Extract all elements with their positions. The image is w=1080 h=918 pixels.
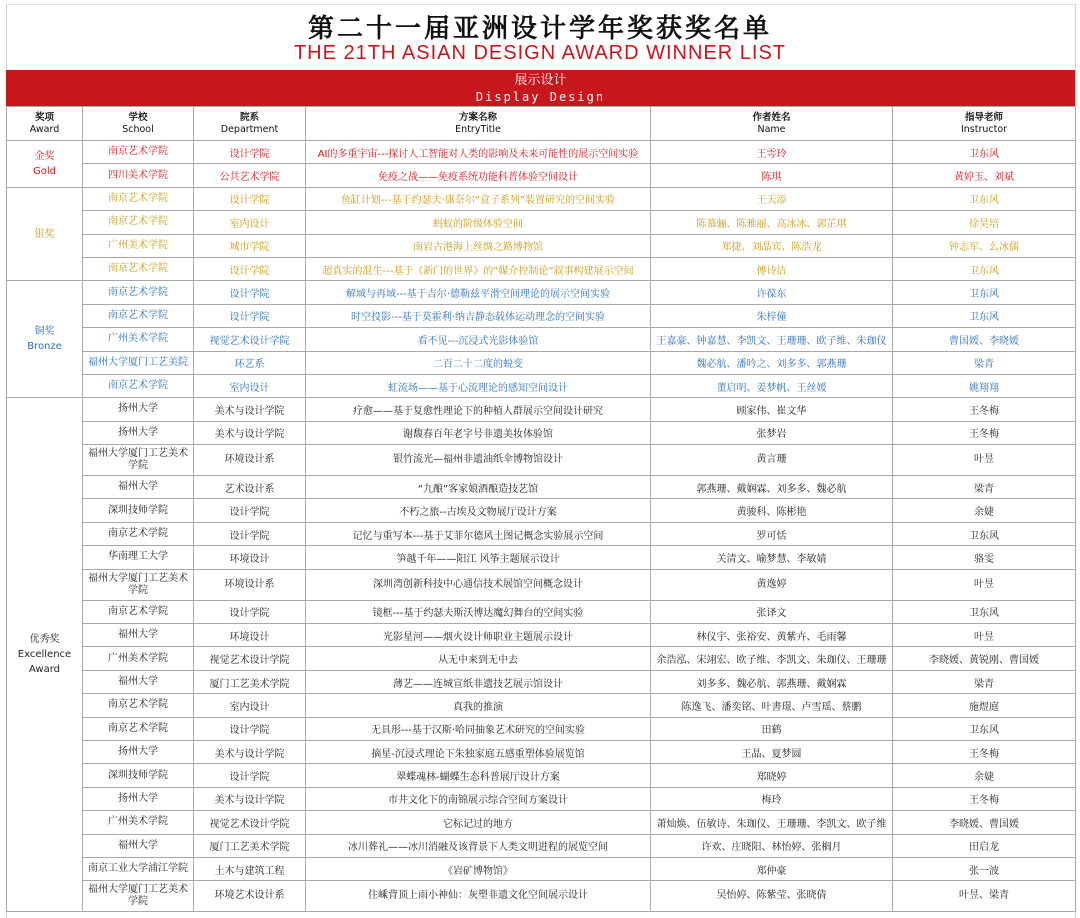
cell-author-names: 傅诗洁 <box>651 257 893 280</box>
cell-school: 福州大学 <box>83 834 194 857</box>
cell-author-names: 萧灿焕、伍敏诗、朱珈仪、王珊珊、李凯文、欧子维 <box>651 811 893 834</box>
cell-author-names: 董启明、姜梦帆、王丝媛 <box>651 374 893 397</box>
cell-school: 福州大学厦门工艺美术学院 <box>83 569 194 600</box>
cell-author-names: 顾家伟、崔文华 <box>651 398 893 421</box>
cell-department: 设计学院 <box>194 600 306 623</box>
cell-author-names: 许欢、庄晓阳、林怡婷、张榈月 <box>651 834 893 857</box>
cell-department: 美术与设计学院 <box>194 740 306 763</box>
cell-author-names: 关清文、喻梦慧、李敏婧 <box>651 546 893 569</box>
cell-entry-title: 真我的推演 <box>306 694 651 717</box>
cell-school: 南京艺术学院 <box>83 600 194 623</box>
cell-school: 南京艺术学院 <box>83 211 194 234</box>
table-row <box>7 694 1076 717</box>
award-label-en: Bronze <box>27 341 62 353</box>
cell-school: 深圳技师学院 <box>83 764 194 787</box>
cell-author-names: 田鹤 <box>651 717 893 740</box>
cell-instructor: 骆雯 <box>893 546 1076 569</box>
cell-entry-title: 光影星河——烟火设计师职业主题展示设计 <box>306 624 651 647</box>
table-row <box>7 281 1076 304</box>
cell-instructor: 叶昱 <box>893 624 1076 647</box>
cell-instructor: 王冬梅 <box>893 740 1076 763</box>
cell-entry-title: 二百二十二度的蜕变 <box>306 351 651 374</box>
cell-author-names: 陈慕骊、陈雅丽、高冰冰、郭芷琪 <box>651 211 893 234</box>
cell-entry-title: 时空投影---基于莫霍利·纳吉静态载体运动理念的空间实验 <box>306 304 651 327</box>
award-label-zh: 银奖 <box>34 228 55 240</box>
cell-department: 设计学院 <box>194 257 306 280</box>
cell-author-names: 黄逸婷 <box>651 569 893 600</box>
award-cell-bronze <box>7 281 83 398</box>
cell-department: 环境设计 <box>194 546 306 569</box>
cell-entry-title: 银竹流光—福州非遗油纸伞博物馆设计 <box>306 445 651 476</box>
cell-entry-title: 从无中来到无中去 <box>306 647 651 670</box>
cell-instructor: 徐昊培 <box>893 211 1076 234</box>
cell-department: 厦门工艺美术学院 <box>194 670 306 693</box>
cell-entry-title: AI的多重宇宙---探讨人工智能对人类的影响及未来可能性的展示空间实验 <box>306 141 651 164</box>
column-header-zh: 奖项 <box>34 111 54 123</box>
cell-entry-title: 笋越千年——阳江 风筝主题展示设计 <box>306 546 651 569</box>
cell-instructor: 卫东风 <box>893 257 1076 280</box>
column-header-zh: 方案名称 <box>458 111 497 123</box>
cell-author-names: 朱梓僮 <box>651 304 893 327</box>
cell-entry-title: 疗愈——基于复愈性理论下的种植人群展示空间设计研究 <box>306 398 651 421</box>
table-row <box>7 717 1076 740</box>
award-label-zh: 优秀奖 <box>29 634 60 646</box>
cell-department: 城市学院 <box>194 234 306 257</box>
table-row <box>7 164 1076 187</box>
column-header-en: Award <box>29 123 60 135</box>
cell-entry-title: 市井文化下的南锦展示综合空间方案设计 <box>306 787 651 810</box>
cell-entry-title: 记忆与重写本---基于艾菲尔德风土图记概念实验展示空间 <box>306 522 651 545</box>
table-row <box>7 234 1076 257</box>
cell-school: 南京艺术学院 <box>83 522 194 545</box>
cell-school: 广州美术学院 <box>83 234 194 257</box>
cell-author-names: 陈逸飞、潘奕铭、叶書璟、卢雪瑶、蔡鹏 <box>651 694 893 717</box>
cell-author-names: 王天添 <box>651 187 893 210</box>
cell-entry-title: 薄艺——连城宣纸非遗技艺展示馆设计 <box>306 670 651 693</box>
table-row <box>7 141 1076 164</box>
cell-author-names: 郑晓婷 <box>651 764 893 787</box>
award-cell-excellence <box>7 398 83 912</box>
table-row <box>7 811 1076 834</box>
cell-instructor: 黄婷玉、刘斌 <box>893 164 1076 187</box>
column-header-en: Department <box>220 123 279 135</box>
cell-school: 福州大学厦门工艺美术学院 <box>83 445 194 476</box>
cell-entry-title: 南岩古港海上丝绸之路博物馆 <box>306 234 651 257</box>
column-header-en: School <box>122 123 154 135</box>
title-english: THE 21TH ASIAN DESIGN AWARD WINNER LIST <box>293 42 787 64</box>
cell-instructor: 卫东风 <box>893 522 1076 545</box>
cell-entry-title: 看不见---沉浸式光影体验馆 <box>306 328 651 351</box>
cell-department: 设计学院 <box>194 141 306 164</box>
cell-school: 广州美术学院 <box>83 647 194 670</box>
cell-entry-title: 深圳湾创新科技中心通信技术展馆空间概念设计 <box>306 569 651 600</box>
cell-instructor: 施煜庭 <box>893 694 1076 717</box>
table-row <box>7 787 1076 810</box>
cell-instructor: 姚翔翔 <box>893 374 1076 397</box>
cell-author-names: 吴怡婷、陈紫莹、张晓倩 <box>651 881 893 912</box>
cell-instructor: 卫东风 <box>893 600 1076 623</box>
cell-entry-title: 虹流场——基于心流理论的感知空间设计 <box>306 374 651 397</box>
title-chinese: 第二十一届亚洲设计学年奖获奖名单 <box>307 14 772 44</box>
table-row <box>7 374 1076 397</box>
cell-entry-title: 它标记过的地方 <box>306 811 651 834</box>
cell-author-names: 郭燕珊、戴娴霖、刘多多、魏必航 <box>651 476 893 499</box>
award-label-zh: 金奖 <box>34 150 55 162</box>
column-header-zh: 院系 <box>239 111 259 123</box>
table-row <box>7 257 1076 280</box>
cell-department: 视觉艺术设计学院 <box>194 811 306 834</box>
column-header-zh: 学校 <box>128 111 148 123</box>
table-row <box>7 351 1076 374</box>
winner-table <box>6 106 1076 912</box>
cell-author-names: 黄骏科、陈彬艳 <box>651 499 893 522</box>
cell-author-names: 余浩泓、宋翊宏、欧子维、李凯文、朱珈仪、王珊珊 <box>651 647 893 670</box>
cell-entry-title: 无具形---基于汉斯·哈同抽象艺术研究的空间实验 <box>306 717 651 740</box>
cell-school: 南京工业大学浦江学院 <box>83 857 194 880</box>
cell-instructor: 卫东风 <box>893 281 1076 304</box>
section-header-bar <box>6 70 1075 106</box>
table-row <box>7 187 1076 210</box>
section-title-english: Display Design <box>475 90 606 104</box>
cell-entry-title: 免疫之战——免疫系统功能科普体验空间设计 <box>306 164 651 187</box>
table-header-row <box>7 107 1076 141</box>
cell-author-names: 魏必航、潘吟之、刘多多、郭燕珊 <box>651 351 893 374</box>
cell-author-names: 王嘉豪、钟嘉慧、李凯文、王珊珊、欧子维、朱珈仪 <box>651 328 893 351</box>
cell-school: 扬州大学 <box>83 740 194 763</box>
cell-author-names: 林仪宇、张裕安、黄紫卉、毛雨馨 <box>651 624 893 647</box>
cell-entry-title: 解域与再域---基于吉尔·德勒兹平滑空间理论的展示空间实验 <box>306 281 651 304</box>
cell-instructor: 王冬梅 <box>893 398 1076 421</box>
column-header-en: Instructor <box>960 123 1008 135</box>
cell-department: 设计学院 <box>194 522 306 545</box>
cell-department: 设计学院 <box>194 304 306 327</box>
cell-school: 南京艺术学院 <box>83 304 194 327</box>
cell-department: 室内设计 <box>194 694 306 717</box>
cell-entry-title: “九酿”客家娘酒酿造技艺馆 <box>306 476 651 499</box>
cell-school: 四川美术学院 <box>83 164 194 187</box>
cell-department: 美术与设计学院 <box>194 398 306 421</box>
column-header-zh: 作者姓名 <box>752 111 791 123</box>
cell-instructor: 王冬梅 <box>893 421 1076 444</box>
cell-department: 室内设计 <box>194 211 306 234</box>
cell-school: 广州美术学院 <box>83 811 194 834</box>
table-row <box>7 569 1076 600</box>
cell-author-names: 郑捷、刘晶宾、陈浩龙 <box>651 234 893 257</box>
cell-instructor: 曹国媛、李晓媛 <box>893 328 1076 351</box>
cell-author-names: 罗可恬 <box>651 522 893 545</box>
cell-school: 南京艺术学院 <box>83 374 194 397</box>
cell-instructor: 张一波 <box>893 857 1076 880</box>
cell-instructor: 余婕 <box>893 764 1076 787</box>
cell-author-names: 王晶、夏梦圆 <box>651 740 893 763</box>
column-header-en: EntryTitle <box>455 123 501 135</box>
cell-instructor: 卫东风 <box>893 717 1076 740</box>
table-row <box>7 857 1076 880</box>
cell-instructor: 梁青 <box>893 670 1076 693</box>
cell-instructor: 梁青 <box>893 476 1076 499</box>
table-row <box>7 600 1076 623</box>
cell-school: 福州大学 <box>83 624 194 647</box>
award-label-en: Gold <box>33 165 56 177</box>
cell-entry-title: 摘星-沉浸式理论下朱独家庭五感重塑体验展览馆 <box>306 740 651 763</box>
cell-school: 南京艺术学院 <box>83 281 194 304</box>
cell-instructor: 叶昱 <box>893 569 1076 600</box>
award-label-zh: 铜奖 <box>34 326 55 338</box>
cell-department: 土木与建筑工程 <box>194 857 306 880</box>
award-label-en: Excellence Award <box>17 649 72 676</box>
table-row <box>7 764 1076 787</box>
cell-instructor: 卫东风 <box>893 304 1076 327</box>
cell-author-names: 张梦岩 <box>651 421 893 444</box>
cell-author-names: 黄言珊 <box>651 445 893 476</box>
table-row <box>7 476 1076 499</box>
table-row <box>7 211 1076 234</box>
cell-department: 公共艺术学院 <box>194 164 306 187</box>
table-row <box>7 398 1076 421</box>
cell-entry-title: 住嵊背顶上雨小神仙：灰塑非遗文化空间展示设计 <box>306 881 651 912</box>
cell-school: 扬州大学 <box>83 421 194 444</box>
cell-instructor: 卫东风 <box>893 141 1076 164</box>
cell-author-names: 张译文 <box>651 600 893 623</box>
cell-department: 设计学院 <box>194 281 306 304</box>
section-title-chinese: 展示设计 <box>514 73 567 88</box>
cell-department: 厦门工艺美术学院 <box>194 834 306 857</box>
cell-instructor: 李晓媛、黄锐刚、曹国媛 <box>893 647 1076 670</box>
table-row <box>7 304 1076 327</box>
table-row <box>7 624 1076 647</box>
table-row <box>7 670 1076 693</box>
cell-entry-title: 《岩矿博物馆》 <box>306 857 651 880</box>
cell-entry-title: 谢馥春百年老字号非遗美妆体验馆 <box>306 421 651 444</box>
cell-instructor: 王冬梅 <box>893 787 1076 810</box>
cell-department: 视觉艺术设计学院 <box>194 328 306 351</box>
table-row <box>7 328 1076 351</box>
cell-department: 环境设计系 <box>194 569 306 600</box>
table-row <box>7 445 1076 476</box>
cell-author-names: 郑仲豪 <box>651 857 893 880</box>
cell-department: 室内设计 <box>194 374 306 397</box>
award-cell-gold <box>7 141 83 188</box>
cell-entry-title: 冰川葬礼——冰川消融及该背景下人类文明进程的展览空间 <box>306 834 651 857</box>
column-header-instructor <box>893 107 1076 141</box>
column-header-en: Name <box>757 123 786 135</box>
cell-department: 设计学院 <box>194 187 306 210</box>
cell-school: 福州大学厦门工艺美术学院 <box>83 881 194 912</box>
cell-school: 深圳技师学院 <box>83 499 194 522</box>
cell-department: 美术与设计学院 <box>194 787 306 810</box>
cell-school: 福州大学厦门工艺美院 <box>83 351 194 374</box>
cell-department: 环艺系 <box>194 351 306 374</box>
cell-school: 南京艺术学院 <box>83 141 194 164</box>
cell-department: 视觉艺术设计学院 <box>194 647 306 670</box>
cell-school: 扬州大学 <box>83 787 194 810</box>
cell-instructor: 卫东风 <box>893 187 1076 210</box>
cell-instructor: 梁青 <box>893 351 1076 374</box>
cell-instructor: 叶昱 <box>893 445 1076 476</box>
cell-school: 南京艺术学院 <box>83 717 194 740</box>
cell-entry-title: 超真实的混生---基于《新门的世界》的“媒介控制论”叙事构建展示空间 <box>306 257 651 280</box>
cell-instructor: 叶昱、梁青 <box>893 881 1076 912</box>
cell-department: 环境艺术设计系 <box>194 881 306 912</box>
table-row <box>7 499 1076 522</box>
award-cell-silver <box>7 187 83 281</box>
cell-department: 环境设计 <box>194 624 306 647</box>
column-header-school <box>83 107 194 141</box>
cell-school: 福州大学 <box>83 476 194 499</box>
cell-instructor: 钟志军、么冰儒 <box>893 234 1076 257</box>
cell-school: 扬州大学 <box>83 398 194 421</box>
cell-department: 设计学院 <box>194 764 306 787</box>
cell-author-names: 梅玲 <box>651 787 893 810</box>
cell-author-names: 刘多多、魏必航、郭燕珊、戴娴霖 <box>651 670 893 693</box>
cell-author-names: 陈琪 <box>651 164 893 187</box>
cell-school: 福州大学 <box>83 670 194 693</box>
cell-instructor: 李晓媛、曹国媛 <box>893 811 1076 834</box>
cell-instructor: 余婕 <box>893 499 1076 522</box>
column-header-entry-title <box>306 107 651 141</box>
cell-school: 南京艺术学院 <box>83 187 194 210</box>
cell-author-names: 王雩玲 <box>651 141 893 164</box>
cell-author-names: 许葆东 <box>651 281 893 304</box>
table-row <box>7 421 1076 444</box>
cell-department: 设计学院 <box>194 499 306 522</box>
cell-entry-title: 鱼缸计划---基于约瑟夫·康奈尔“盒子系列”装置研究的空间实验 <box>306 187 651 210</box>
cell-instructor: 田启龙 <box>893 834 1076 857</box>
cell-school: 南京艺术学院 <box>83 694 194 717</box>
cell-department: 设计学院 <box>194 717 306 740</box>
cell-entry-title: 翠蝶魂林-蝴蝶生态科普展厅设计方案 <box>306 764 651 787</box>
table-row <box>7 546 1076 569</box>
cell-school: 广州美术学院 <box>83 328 194 351</box>
table-body <box>7 141 1076 912</box>
column-header-award <box>7 107 83 141</box>
table-row <box>7 647 1076 670</box>
cell-department: 美术与设计学院 <box>194 421 306 444</box>
column-header-zh: 指导老师 <box>964 111 1003 123</box>
table-row <box>7 834 1076 857</box>
column-header-department <box>194 107 306 141</box>
cell-department: 环境设计系 <box>194 445 306 476</box>
table-row <box>7 522 1076 545</box>
cell-school: 南京艺术学院 <box>83 257 194 280</box>
cell-entry-title: 镜框---基于约瑟夫斯沃博达魔幻舞台的空间实验 <box>306 600 651 623</box>
cell-department: 艺术设计系 <box>194 476 306 499</box>
table-row <box>7 881 1076 912</box>
cell-school: 华南理工大学 <box>83 546 194 569</box>
cell-entry-title: 蚂蚁的阶级体验空间 <box>306 211 651 234</box>
column-header-name <box>651 107 893 141</box>
table-row <box>7 740 1076 763</box>
cell-entry-title: 不朽之旅--古埃及文物展厅设计方案 <box>306 499 651 522</box>
